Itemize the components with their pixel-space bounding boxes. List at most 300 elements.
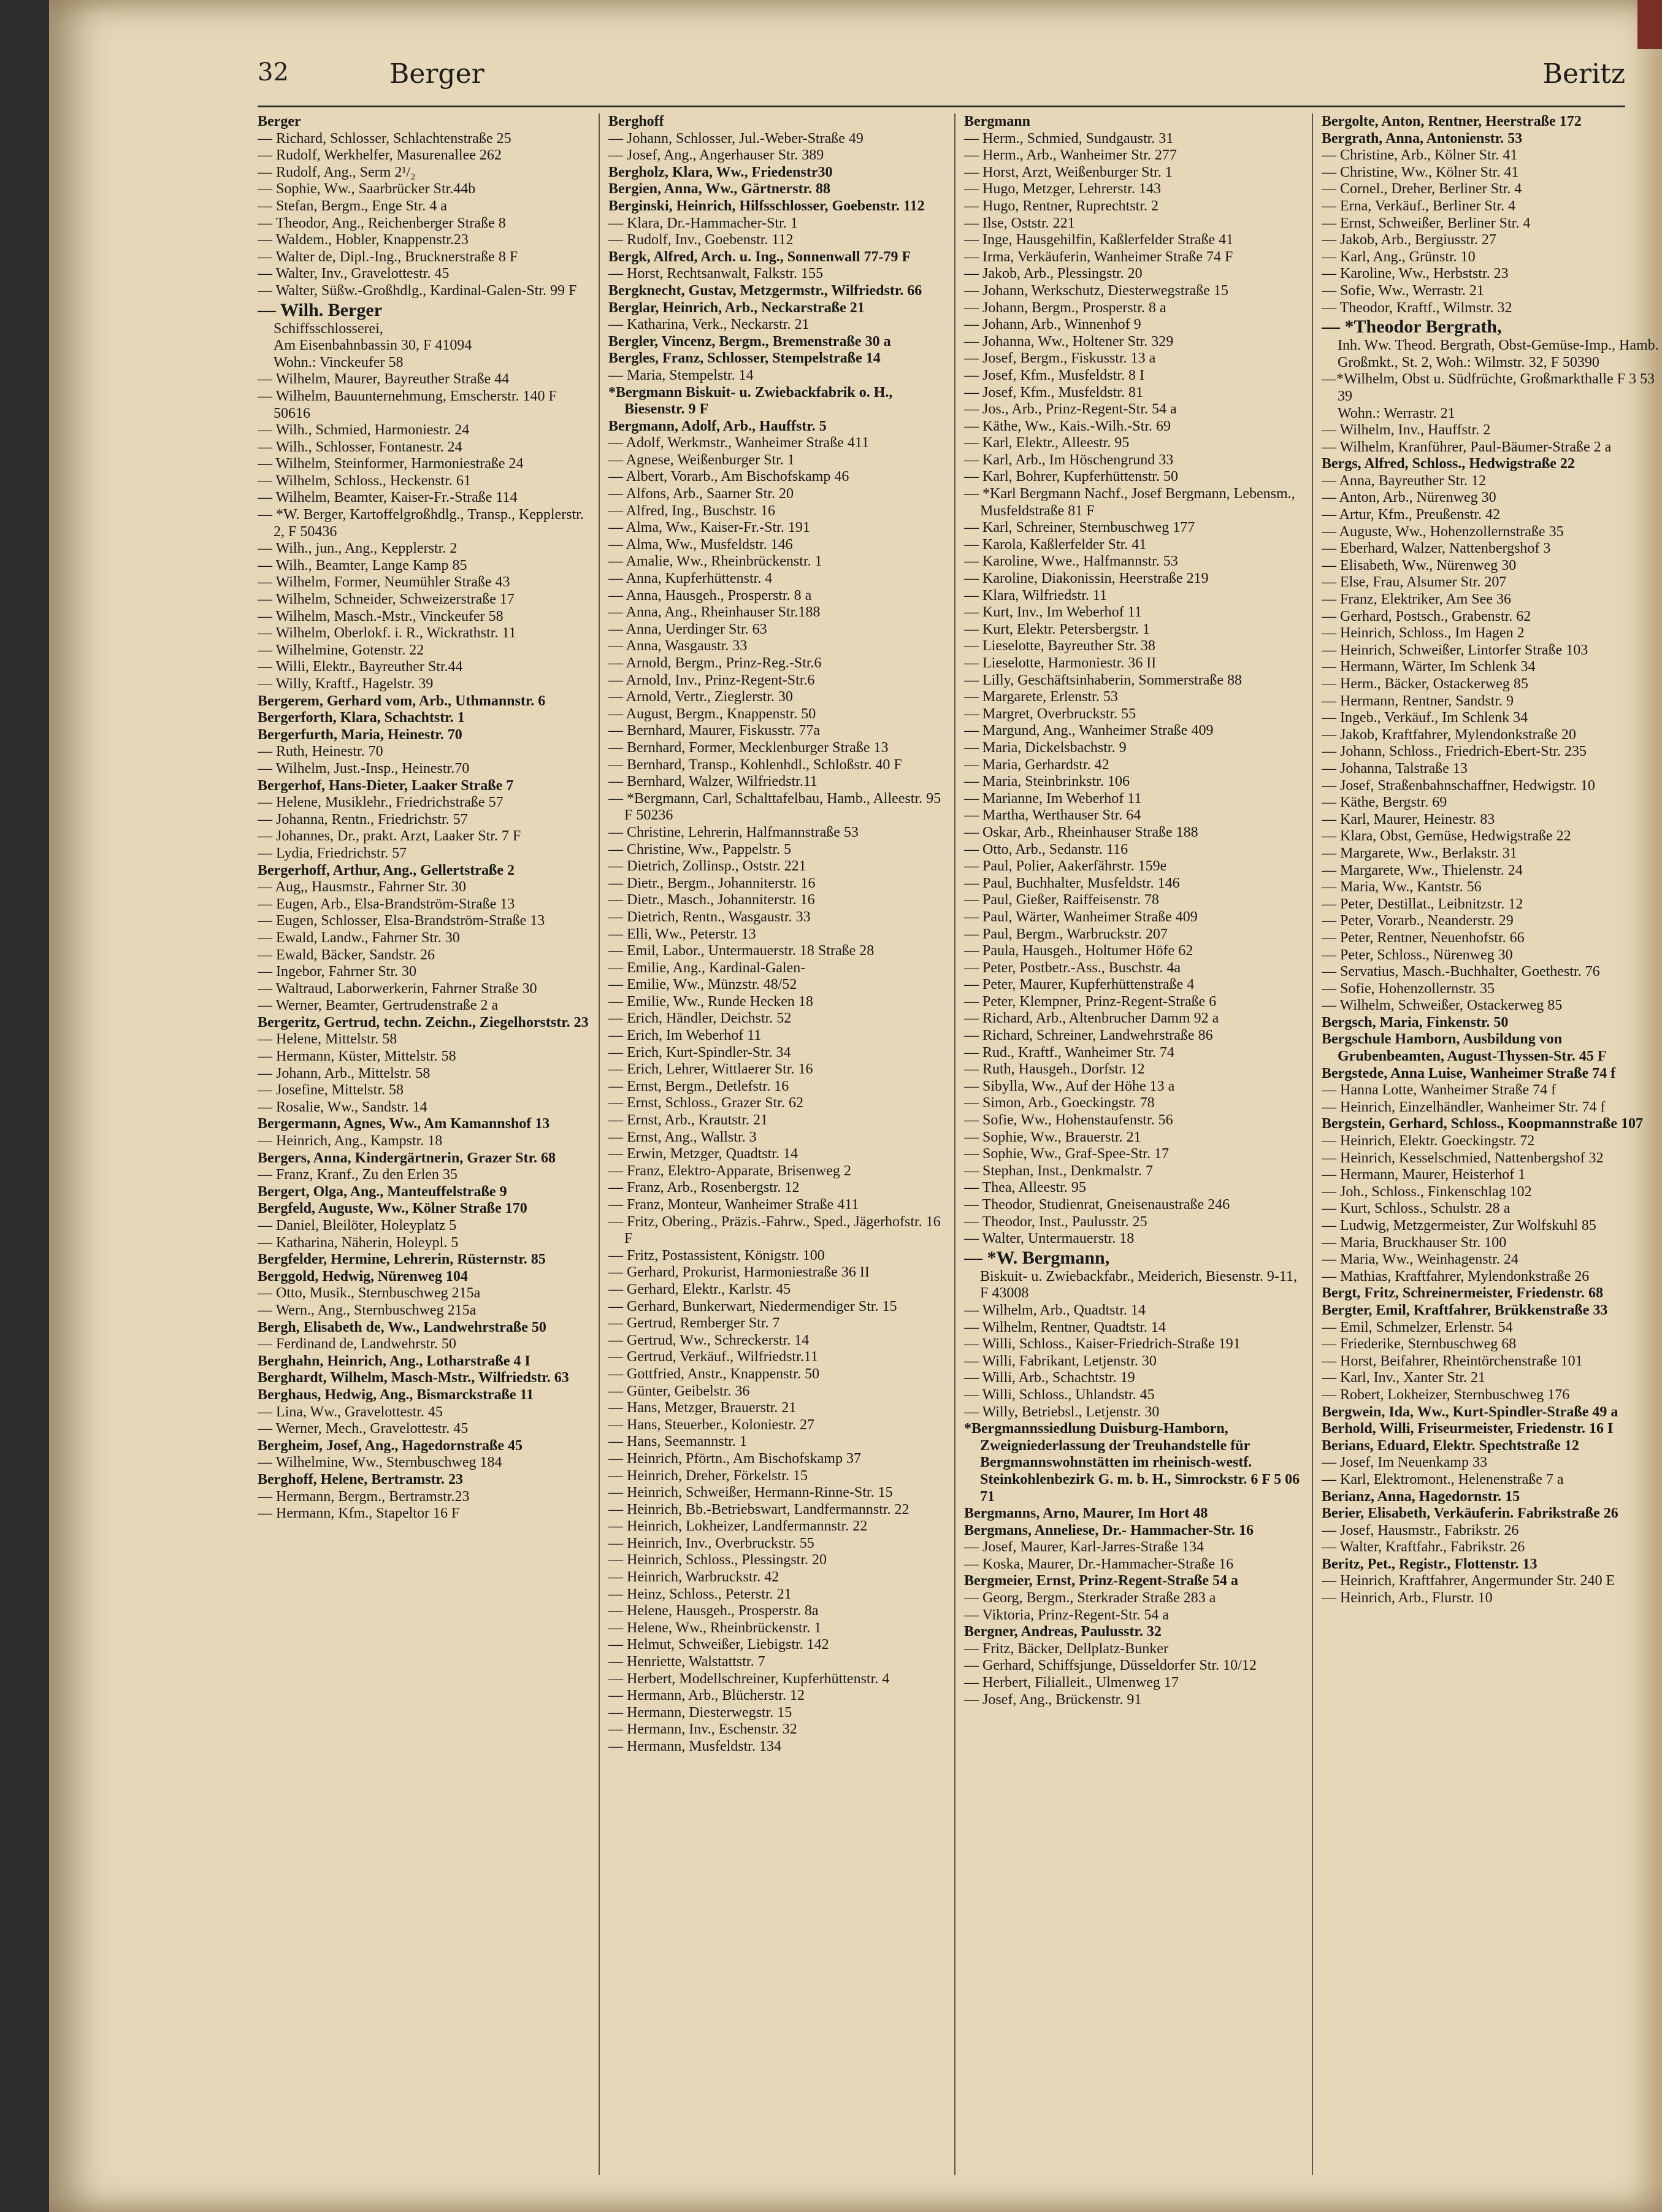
directory-entry: — Wilhelm, Arb., Quadtstr. 14 xyxy=(964,1302,1146,1318)
surname-entry: Bergter, Emil, Kraftfahrer, Brükkenstraße 33 xyxy=(1322,1302,1608,1318)
directory-entry: — Herm., Bäcker, Ostackerweg 85 xyxy=(1322,676,1528,692)
surname-entry: Bergmann, Adolf, Arb., Hauffstr. 5 xyxy=(608,418,827,434)
directory-entry: — Karl, Inv., Xanter Str. 21 xyxy=(1322,1370,1486,1386)
directory-entry: — Herm., Schmied, Sundgaustr. 31 xyxy=(964,130,1174,147)
directory-entry: — Richard, Arb., Altenbrucher Damm 92 a xyxy=(964,1010,1219,1027)
directory-entry: — Alma, Ww., Musfeldstr. 146 xyxy=(608,536,793,553)
directory-entry: — Helmut, Schweißer, Liebigstr. 142 xyxy=(608,1637,829,1653)
directory-entry: — Walter, Süßw.-Großhdlg., Kardinal-Galen-Str. 99 F xyxy=(258,282,577,299)
column-3 xyxy=(964,113,1303,2175)
directory-entry: — Walter, Untermauerstr. 18 xyxy=(964,1231,1135,1247)
directory-entry: — Gottfried, Anstr., Knappenstr. 50 xyxy=(608,1365,819,1382)
surname-entry: Bergmanns, Arno, Maurer, Im Hort 48 xyxy=(964,1505,1208,1522)
directory-entry: — Joh., Schloss., Finkenschlag 102 xyxy=(1322,1183,1532,1200)
directory-entry: — Ernst, Bergm., Detlefstr. 16 xyxy=(608,1078,789,1094)
surname-entry: Bergien, Anna, Ww., Gärtnerstr. 88 xyxy=(608,181,831,198)
directory-entry: — Jakob, Arb., Plessingstr. 20 xyxy=(964,266,1143,282)
surname-entry: Berghoff xyxy=(608,113,664,129)
directory-entry: — Lieselotte, Bayreuther Str. 38 xyxy=(964,638,1155,655)
directory-entry: — Dietrich, Rentn., Wasgaustr. 33 xyxy=(608,908,811,925)
directory-entry: — Anna, Uerdinger Str. 63 xyxy=(608,621,767,637)
advert-entry: Inh. Ww. Theod. Bergrath, Obst-Gemüse-Imp., Hamb. Großmkt., St. 2, Woh.: Wilmstr. 32, F 50390 xyxy=(1338,337,1659,371)
header-right-word: Beritz xyxy=(1542,58,1625,90)
directory-entry: — Ewald, Bäcker, Sandstr. 26 xyxy=(258,947,435,963)
directory-entry: — Josef, Bergm., Fiskusstr. 13 a xyxy=(964,350,1156,367)
directory-entry: — Emil, Schmelzer, Erlenstr. 54 xyxy=(1322,1319,1513,1335)
directory-entry: — Erich, Lehrer, Wittlaerer Str. 16 xyxy=(608,1061,813,1078)
directory-entry: — Hans, Metzger, Brauerstr. 21 xyxy=(608,1400,797,1416)
directory-entry: — Otto, Arb., Sedanstr. 116 xyxy=(964,841,1128,858)
directory-entry: — Ernst, Schloss., Grazer Str. 62 xyxy=(608,1095,803,1112)
directory-entry: — Rud., Kraftf., Wanheimer Str. 74 xyxy=(964,1044,1174,1061)
directory-page xyxy=(49,0,1662,2212)
page-header xyxy=(258,58,1625,107)
directory-entry: — Herbert, Modellschreiner, Kupferhüttenstr. 4 xyxy=(608,1670,890,1687)
directory-entry: — Peter, Destillat., Leibnitzstr. 12 xyxy=(1322,896,1523,912)
surname-entry: Bergolte, Anton, Rentner, Heerstraße 172 xyxy=(1322,113,1582,129)
directory-entry: — Hugo, Metzger, Lehrerstr. 143 xyxy=(964,181,1161,198)
directory-entry: — Wilhelm, Rentner, Quadtstr. 14 xyxy=(964,1319,1166,1335)
directory-entry: — Herbert, Filialleit., Ulmenweg 17 xyxy=(964,1675,1179,1691)
directory-entry: — Paul, Gießer, Raiffeisenstr. 78 xyxy=(964,892,1159,908)
directory-entry: — Christine, Arb., Kölner Str. 41 xyxy=(1322,147,1518,164)
column-2 xyxy=(608,113,944,2175)
advert-entry: Am Eisenbahnbassin 30, F 41094 xyxy=(274,337,472,354)
directory-entry: — Heinrich, Schloss., Im Hagen 2 xyxy=(1322,625,1525,642)
directory-entry: — Aug,, Hausmstr., Fahrner Str. 30 xyxy=(258,879,466,896)
directory-entry: — Lina, Ww., Gravelottestr. 45 xyxy=(258,1404,443,1420)
directory-entry: — Waldem., Hobler, Knappenstr.23 xyxy=(258,232,469,248)
directory-entry: — Christine, Ww., Kölner Str. 41 xyxy=(1322,164,1519,180)
directory-entry: — Sophie, Ww., Brauerstr. 21 xyxy=(964,1129,1141,1145)
directory-entry: — Emilie, Ww., Runde Hecken 18 xyxy=(608,993,813,1010)
directory-entry: — Margarete, Ww., Thielenstr. 24 xyxy=(1322,862,1523,878)
directory-entry: — Karl, Arb., Im Höschengrund 33 xyxy=(964,451,1174,468)
directory-entry: — Wilhelm, Inv., Hauffstr. 2 xyxy=(1322,422,1491,439)
directory-entry: — Wilh., jun., Ang., Kepplerstr. 2 xyxy=(258,540,458,557)
advert-entry: Wohn.: Vinckeufer 58 xyxy=(274,354,404,371)
directory-entry: — Elisabeth, Ww., Nürenweg 30 xyxy=(1322,557,1517,574)
directory-entry: — Agnese, Weißenburger Str. 1 xyxy=(608,451,795,468)
advert-entry: — *W. Bergmann, xyxy=(964,1247,1110,1268)
directory-entry: — Erich, Händler, Deichstr. 52 xyxy=(608,1010,792,1027)
directory-entry: — Margund, Ang., Wanheimer Straße 409 xyxy=(964,723,1214,739)
directory-entry: — Bernhard, Walzer, Wilfriedstr.11 xyxy=(608,774,818,790)
directory-entry: — Margarete, Erlenstr. 53 xyxy=(964,689,1118,705)
directory-entry: — Wilhelm, Schweißer, Ostackerweg 85 xyxy=(1322,997,1563,1014)
directory-entry: — Johann, Werkschutz, Diesterwegstraße 15 xyxy=(964,282,1228,299)
directory-entry: — Erwin, Metzger, Quadtstr. 14 xyxy=(608,1146,798,1162)
directory-entry: — Peter, Rentner, Neuenhofstr. 66 xyxy=(1322,929,1525,946)
directory-entry: — Johanna, Rentn., Friedrichstr. 57 xyxy=(258,811,468,828)
surname-entry: *Bergmannssiedlung Duisburg-Hamborn, Zweigniederlassung der Treuhandstelle für Bergmannswohnstätten im rheinisch-westf. Steinkohlenbezirk G. m. b. H., Simrockstr. 6 F 5 06 71 xyxy=(964,1421,1300,1505)
surname-entry: Berghoff, Helene, Bertramstr. 23 xyxy=(258,1471,464,1488)
directory-entry: — Willi, Fabrikant, Letjenstr. 30 xyxy=(964,1353,1157,1369)
surname-entry: Bergschule Hamborn, Ausbildung von Grubenbeamten, August-Thyssen-Str. 45 F xyxy=(1322,1031,1607,1065)
surname-entry: Berier, Elisabeth, Verkäuferin. Fabrikstraße 26 xyxy=(1322,1505,1618,1522)
directory-entry: — Wilh., Schlosser, Fontanestr. 24 xyxy=(258,439,462,455)
header-left-word: Berger xyxy=(389,58,484,90)
directory-entry: — Paul, Wärter, Wanheimer Straße 409 xyxy=(964,908,1198,925)
directory-entry: — Josef, Hausmstr., Fabrikstr. 26 xyxy=(1322,1522,1519,1538)
directory-entry: — Bernhard, Maurer, Fiskusstr. 77a xyxy=(608,723,820,739)
directory-entry: — Johanna, Ww., Holtener Str. 329 xyxy=(964,333,1174,350)
directory-entry: — Wilhelm, Steinformer, Harmoniestraße 24 xyxy=(258,456,524,472)
directory-entry: — Emilie, Ww., Münzstr. 48/52 xyxy=(608,977,797,993)
directory-entry: — Bernhard, Former, Mecklenburger Straße 13 xyxy=(608,739,889,756)
directory-entry: — Gerhard, Prokurist, Harmoniestraße 36 II xyxy=(608,1264,870,1281)
directory-entry: — Wilhelm, Kranführer, Paul-Bäumer-Straße 2 a xyxy=(1322,439,1612,455)
advert-entry: Biskuit- u. Zwiebackfabr., Meiderich, Biesenstr. 9-11, F 43008 xyxy=(980,1268,1297,1302)
header-rule xyxy=(258,106,1625,107)
advert-entry: Wohn.: Werrastr. 21 xyxy=(1338,405,1455,421)
directory-entry: — Eugen, Arb., Elsa-Brandström-Straße 13 xyxy=(258,896,515,912)
directory-entry: — Martha, Werthauser Str. 64 xyxy=(964,807,1141,824)
directory-entry: — Lydia, Friedrichstr. 57 xyxy=(258,845,407,861)
directory-entry: — Wilhelm, Schneider, Schweizerstraße 17 xyxy=(258,591,515,608)
directory-entry: — Heinrich, Warbruckstr. 42 xyxy=(608,1569,779,1586)
surname-entry: Bergmann xyxy=(964,113,1030,129)
surname-entry: Bergrath, Anna, Antonienstr. 53 xyxy=(1322,130,1523,147)
directory-entry: — Johann, Bergm., Prosperstr. 8 a xyxy=(964,299,1166,316)
directory-entry: — Wilhelm, Just.-Insp., Heinestr.70 xyxy=(258,760,470,777)
directory-entry: — Erna, Verkäuf., Berliner Str. 4 xyxy=(1322,198,1516,214)
directory-entry: — Rudolf, Ang., Serm 2¹/₂ xyxy=(258,164,416,180)
directory-entry: — Koska, Maurer, Dr.-Hammacher-Straße 16 xyxy=(964,1556,1234,1572)
directory-entry: — Hermann, Arb., Blücherstr. 12 xyxy=(608,1688,805,1704)
directory-entry: — Alfred, Ing., Buschstr. 16 xyxy=(608,502,775,519)
directory-entry: — Heinz, Schloss., Peterstr. 21 xyxy=(608,1586,792,1602)
directory-entry: — Ruth, Heinestr. 70 xyxy=(258,743,383,760)
directory-entry: — Hermann, Küster, Mittelstr. 58 xyxy=(258,1048,456,1065)
directory-entry: — Irma, Verkäuferin, Wanheimer Straße 74 F xyxy=(964,248,1233,265)
directory-entry: — Hermann, Wärter, Im Schlenk 34 xyxy=(1322,659,1536,675)
directory-entry: — Franz, Monteur, Wanheimer Straße 411 xyxy=(608,1197,859,1213)
directory-entry: — Maria, Gerhardstr. 42 xyxy=(964,756,1109,773)
directory-entry: — Ruth, Hausgeh., Dorfstr. 12 xyxy=(964,1061,1145,1078)
directory-entry: — Erich, Im Weberhof 11 xyxy=(608,1027,762,1044)
directory-entry: — Franz, Arb., Rosenbergstr. 12 xyxy=(608,1180,800,1196)
directory-entry: — Hermann, Diesterwegstr. 15 xyxy=(608,1704,792,1721)
surname-entry: Bergholz, Klara, Ww., Friedenstr30 xyxy=(608,164,833,180)
directory-entry: — Rosalie, Ww., Sandstr. 14 xyxy=(258,1099,427,1115)
directory-entry: — Erich, Kurt-Spindler-Str. 34 xyxy=(608,1044,791,1061)
directory-entry: — Inge, Hausgehilfin, Kaßlerfelder Straße 41 xyxy=(964,232,1234,248)
directory-entry: — Anna, Kupferhüttenstr. 4 xyxy=(608,570,773,587)
directory-entry: — Sibylla, Ww., Auf der Höhe 13 a xyxy=(964,1078,1175,1094)
directory-entry: — Georg, Bergm., Sterkrader Straße 283 a xyxy=(964,1590,1216,1607)
directory-entry: — Karl, Elektromont., Helenenstraße 7 a xyxy=(1322,1471,1564,1488)
advert-entry: — Wilh. Berger xyxy=(258,299,383,320)
directory-entry: — Christine, Ww., Pappelstr. 5 xyxy=(608,841,791,858)
directory-entry: — Heinrich, Lokheizer, Landfermannstr. 22 xyxy=(608,1518,868,1535)
surname-entry: Bergstein, Gerhard, Schloss., Koopmannstraße 107 xyxy=(1322,1116,1644,1132)
directory-entry: — Josef, Ang., Angerhauser Str. 389 xyxy=(608,147,824,164)
directory-entry: — Franz, Kranf., Zu den Erlen 35 xyxy=(258,1167,458,1183)
directory-entry: — Wilhelm, Masch.-Mstr., Vinckeufer 58 xyxy=(258,608,504,624)
directory-entry: — Heinrich, Einzelhändler, Wanheimer Str. 74 f xyxy=(1322,1099,1606,1115)
directory-entry: — Elli, Ww., Peterstr. 13 xyxy=(608,926,756,942)
directory-entry: — Wilhelm, Former, Neumühler Straße 43 xyxy=(258,574,510,591)
directory-entry: — Alfons, Arb., Saarner Str. 20 xyxy=(608,486,794,502)
directory-entry: — Klara, Wilfriedstr. 11 xyxy=(964,587,1107,604)
directory-entry: — Käthe, Bergstr. 69 xyxy=(1322,794,1447,811)
directory-entry: — Johann, Arb., Winnenhof 9 xyxy=(964,317,1141,333)
surname-entry: Bergerhof, Hans-Dieter, Laaker Straße 7 xyxy=(258,777,514,794)
directory-entry: — *Karl Bergmann Nachf., Josef Bergmann, Lebensm., Musfeldstraße 81 F xyxy=(964,486,1295,519)
surname-entry: Bergler, Vincenz, Bergm., Bremenstraße 30 a xyxy=(608,333,891,350)
directory-entry: — Peter, Schloss., Nürenweg 30 xyxy=(1322,947,1513,963)
directory-entry: — Käthe, Ww., Kais.-Wilh.-Str. 69 xyxy=(964,418,1171,434)
directory-entry: — Heinrich, Ang., Kampstr. 18 xyxy=(258,1133,443,1150)
directory-entry: — Hanna Lotte, Wanheimer Straße 74 f xyxy=(1322,1082,1557,1099)
directory-entry: — Gertrud, Verkäuf., Wilfriedstr.11 xyxy=(608,1349,818,1365)
surname-entry: Bergerem, Gerhard vom, Arb., Uthmannstr. 6 xyxy=(258,693,546,709)
directory-entry: — Sofie, Hohenzollernstr. 35 xyxy=(1322,980,1495,997)
directory-entry: — Mathias, Kraftfahrer, Mylendonkstraße 26 xyxy=(1322,1268,1590,1285)
directory-entry: — Wilhelm, Bauunternehmung, Emscherstr. 140 F 50616 xyxy=(258,388,557,421)
directory-entry: — Karl, Maurer, Heinestr. 83 xyxy=(1322,811,1495,828)
directory-entry: — Oskar, Arb., Rheinhauser Straße 188 xyxy=(964,824,1198,840)
directory-entry: — Werner, Beamter, Gertrudenstraße 2 a xyxy=(258,997,499,1014)
directory-entry: — Josef, Kfm., Musfeldstr. 81 xyxy=(964,384,1143,401)
directory-entry: — Friederike, Sternbuschweg 68 xyxy=(1322,1336,1517,1353)
surname-entry: Bergt, Fritz, Schreinermeister, Friedenstr. 68 xyxy=(1322,1285,1603,1302)
directory-entry: — Wilhelmine, Gotenstr. 22 xyxy=(258,642,424,658)
directory-entry: — Hermann, Inv., Eschenstr. 32 xyxy=(608,1721,797,1738)
directory-entry: — Ingeb., Verkäuf., Im Schlenk 34 xyxy=(1322,710,1528,726)
directory-entry: — Josefine, Mittelstr. 58 xyxy=(258,1082,404,1099)
surname-entry: Beritz, Pet., Registr., Flottenstr. 13 xyxy=(1322,1556,1538,1572)
directory-entry: — Johannes, Dr., prakt. Arzt, Laaker Str. 7 F xyxy=(258,828,521,845)
directory-entry: — Franz, Elektro-Apparate, Brisenweg 2 xyxy=(608,1162,851,1179)
directory-entry: — Heinrich, Pförtn., Am Bischofskamp 37 xyxy=(608,1450,861,1467)
directory-entry: — Walter de, Dipl.-Ing., Brucknerstraße 8 F xyxy=(258,248,518,265)
directory-entry: — Heinrich, Kesselschmied, Nattenbergshof 32 xyxy=(1322,1150,1604,1166)
directory-entry: — Karl, Bohrer, Kupferhüttenstr. 50 xyxy=(964,469,1178,485)
directory-entry: — Theodor, Kraftf., Wilmstr. 32 xyxy=(1322,299,1512,316)
directory-entry: — Theodor, Inst., Paulusstr. 25 xyxy=(964,1213,1147,1230)
column-1 xyxy=(258,113,589,2175)
directory-entry: — Albert, Vorarb., Am Bischofskamp 46 xyxy=(608,469,849,485)
directory-entry: — Bernhard, Transp., Kohlenhdl., Schloßstr. 40 F xyxy=(608,756,902,773)
surname-entry: Bergerhoff, Arthur, Ang., Gellertstraße 2 xyxy=(258,862,515,878)
directory-entry: — Heinrich, Inv., Overbruckstr. 55 xyxy=(608,1535,814,1551)
directory-entry: — Maria, Ww., Weinhagenstr. 24 xyxy=(1322,1251,1518,1268)
advert-entry: Schiffsschlosserei, xyxy=(274,320,383,337)
directory-entry: — Ferdinand de, Landwehrstr. 50 xyxy=(258,1336,456,1353)
directory-entry: — Dietrich, Zollinsp., Oststr. 221 xyxy=(608,858,806,875)
surname-entry: Berginski, Heinrich, Hilfsschlosser, Goebenstr. 112 xyxy=(608,198,925,214)
directory-entry: — Herm., Arb., Wanheimer Str. 277 xyxy=(964,147,1177,164)
column-separator xyxy=(1312,113,1313,2175)
directory-entry: — Marianne, Im Weberhof 11 xyxy=(964,790,1142,807)
directory-entry: — Daniel, Bleilöter, Holeyplatz 5 xyxy=(258,1218,457,1234)
surname-entry: Bergfelder, Hermine, Lehrerin, Rüsternstr. 85 xyxy=(258,1251,546,1268)
directory-entry: — Helene, Mittelstr. 58 xyxy=(258,1031,397,1048)
directory-entry: — Helene, Ww., Rheinbrückenstr. 1 xyxy=(608,1619,822,1636)
directory-entry: — Emil, Labor., Untermauerstr. 18 Straße 28 xyxy=(608,943,875,959)
directory-entry: — Ludwig, Metzgermeister, Zur Wolfskuhl 85 xyxy=(1322,1218,1596,1234)
directory-entry: — Jos., Arb., Prinz-Regent-Str. 54 a xyxy=(964,401,1177,418)
directory-entry: — Johanna, Talstraße 13 xyxy=(1322,760,1468,777)
directory-entry: — *W. Berger, Kartoffelgroßhdlg., Transp., Kepplerstr. 2, F 50436 xyxy=(258,507,584,540)
columns-area xyxy=(258,113,1659,2175)
directory-entry: — Josef, Kfm., Musfeldstr. 8 I xyxy=(964,367,1144,383)
directory-entry: — Maria, Dickelsbachstr. 9 xyxy=(964,739,1127,756)
directory-entry: — Margret, Overbruckstr. 55 xyxy=(964,705,1136,722)
directory-entry: — Cornel., Dreher, Berliner Str. 4 xyxy=(1322,181,1522,198)
directory-entry: — Anna, Ang., Rheinhauser Str.188 xyxy=(608,604,821,621)
directory-entry: — Horst, Arzt, Weißenburger Str. 1 xyxy=(964,164,1173,180)
directory-entry: — Wilh., Schmied, Harmoniestr. 24 xyxy=(258,422,470,439)
directory-entry: — Jakob, Kraftfahrer, Mylendonkstraße 20 xyxy=(1322,726,1576,743)
directory-entry: — Viktoria, Prinz-Regent-Str. 54 a xyxy=(964,1607,1170,1623)
directory-entry: — Gertrud, Ww., Schreckerstr. 14 xyxy=(608,1332,810,1348)
directory-entry: — Thea, Alleestr. 95 xyxy=(964,1180,1086,1196)
directory-entry: — Rudolf, Werkhelfer, Masurenallee 262 xyxy=(258,147,502,164)
directory-entry: — Heinrich, Bb.-Betriebswart, Landfermannstr. 22 xyxy=(608,1501,910,1518)
directory-entry: — Peter, Vorarb., Neanderstr. 29 xyxy=(1322,913,1514,929)
page-number: 32 xyxy=(258,58,289,86)
directory-entry: — Amalie, Ww., Rheinbrückenstr. 1 xyxy=(608,553,822,570)
surname-entry: Bergmans, Anneliese, Dr.- Hammacher-Str. 16 xyxy=(964,1522,1254,1538)
surname-entry: Bergerfurth, Maria, Heinestr. 70 xyxy=(258,726,462,743)
directory-entry: — Emilie, Ang., Kardinal-Galen- xyxy=(608,959,806,976)
directory-entry: — Hermann, Rentner, Sandstr. 9 xyxy=(1322,693,1514,709)
directory-entry: — Klara, Dr.-Hammacher-Str. 1 xyxy=(608,215,798,231)
directory-entry: — Dietr., Bergm., Johanniterstr. 16 xyxy=(608,875,816,891)
directory-entry: — Hermann, Bergm., Bertramstr.23 xyxy=(258,1488,470,1505)
directory-entry: — Heinrich, Kraftfahrer, Angermunder Str. 240 E xyxy=(1322,1573,1615,1589)
directory-entry: — Wilh., Beamter, Lange Kamp 85 xyxy=(258,557,467,574)
directory-entry: — Lieselotte, Harmoniestr. 36 II xyxy=(964,655,1157,671)
directory-entry: — Gertrud, Remberger Str. 7 xyxy=(608,1315,780,1332)
directory-entry: — Willy, Betriebsl., Letjenstr. 30 xyxy=(964,1404,1160,1420)
surname-entry: Bergmeier, Ernst, Prinz-Regent-Straße 54 a xyxy=(964,1573,1238,1589)
directory-entry: — Henriette, Walstattstr. 7 xyxy=(608,1654,765,1670)
directory-entry: — Paul, Buchhalter, Musfeldstr. 146 xyxy=(964,875,1180,891)
directory-entry: — Richard, Schlosser, Schlachtenstraße 25 xyxy=(258,130,511,147)
directory-entry: — Paula, Hausgeh., Holtumer Höfe 62 xyxy=(964,943,1193,959)
directory-entry: — Horst, Rechtsanwalt, Falkstr. 155 xyxy=(608,266,823,282)
directory-entry: — Wern., Ang., Sternbuschweg 215a xyxy=(258,1302,477,1318)
directory-entry: — Gerhard, Postsch., Grabenstr. 62 xyxy=(1322,608,1531,624)
column-4 xyxy=(1322,113,1662,2175)
surname-entry: Berians, Eduard, Elektr. Spechtstraße 12 xyxy=(1322,1437,1579,1454)
directory-entry: — Fritz, Bäcker, Dellplatz-Bunker xyxy=(964,1640,1168,1657)
surname-entry: Berglar, Heinrich, Arb., Neckarstraße 21 xyxy=(608,299,865,316)
directory-entry: — Otto, Musik., Sternbuschweg 215a xyxy=(258,1285,481,1302)
directory-entry: — Eugen, Schlosser, Elsa-Brandström-Straße 13 xyxy=(258,913,545,929)
directory-entry: — Hans, Seemannstr. 1 xyxy=(608,1434,747,1450)
surname-entry: *Bergmann Biskuit- u. Zwiebackfabrik o. H., Biesenstr. 9 F xyxy=(608,384,893,418)
directory-entry: — Karoline, Diakonissin, Heerstraße 219 xyxy=(964,570,1209,587)
directory-entry: — Helene, Musiklehr., Friedrichstraße 57 xyxy=(258,794,504,811)
surname-entry: Bergers, Anna, Kindergärtnerin, Grazer Str. 68 xyxy=(258,1150,556,1166)
directory-entry: — Heinrich, Elektr. Goeckingstr. 72 xyxy=(1322,1133,1535,1150)
surname-entry: Bergsch, Maria, Finkenstr. 50 xyxy=(1322,1014,1509,1031)
directory-entry: — Arnold, Vertr., Zieglerstr. 30 xyxy=(608,689,793,705)
directory-entry: — Theodor, Ang., Reichenberger Straße 8 xyxy=(258,215,506,231)
directory-entry: — Ingebor, Fahrner Str. 30 xyxy=(258,964,416,980)
directory-entry: — Wilhelm, Maurer, Bayreuther Straße 44 xyxy=(258,371,510,388)
surname-entry: Bergner, Andreas, Paulusstr. 32 xyxy=(964,1624,1162,1640)
directory-entry: — Karoline, Ww., Herbststr. 23 xyxy=(1322,266,1509,282)
surname-entry: Bergknecht, Gustav, Metzgermstr., Wilfriedstr. 66 xyxy=(608,282,922,299)
surname-entry: Berghaus, Hedwig, Ang., Bismarckstraße 11 xyxy=(258,1386,534,1403)
directory-entry: — Heinrich, Dreher, Förkelstr. 15 xyxy=(608,1467,808,1484)
directory-entry: — Ernst, Schweißer, Berliner Str. 4 xyxy=(1322,215,1531,231)
directory-entry: — Anna, Hausgeh., Prosperstr. 8 a xyxy=(608,587,812,604)
directory-entry: — Karl, Ang., Grünstr. 10 xyxy=(1322,248,1476,265)
directory-entry: — Robert, Lokheizer, Sternbuschweg 176 xyxy=(1322,1386,1570,1403)
directory-entry: — Kurt, Inv., Im Weberhof 11 xyxy=(964,604,1142,621)
directory-entry: — Margarete, Ww., Berlakstr. 31 xyxy=(1322,845,1517,861)
directory-entry: — Theodor, Studienrat, Gneisenaustraße 246 xyxy=(964,1197,1230,1213)
directory-entry: — Ilse, Oststr. 221 xyxy=(964,215,1075,231)
directory-entry: — Hans, Steuerber., Koloniestr. 27 xyxy=(608,1416,814,1433)
surname-entry: Berghardt, Wilhelm, Masch-Mstr., Wilfriedstr. 63 xyxy=(258,1370,569,1386)
directory-entry: — Karoline, Wwe., Halfmannstr. 53 xyxy=(964,553,1178,570)
surname-entry: Bergheim, Josef, Ang., Hagedornstraße 45 xyxy=(258,1437,523,1454)
directory-entry: — Servatius, Masch.-Buchhalter, Goethestr. 76 xyxy=(1322,964,1600,980)
directory-entry: — Karl, Elektr., Alleestr. 95 xyxy=(964,435,1130,451)
directory-entry: — Anna, Wasgaustr. 33 xyxy=(608,638,748,655)
directory-entry: — Auguste, Ww., Hohenzollernstraße 35 xyxy=(1322,523,1564,540)
directory-entry: — Günter, Geibelstr. 36 xyxy=(608,1383,750,1399)
directory-entry: — Helene, Hausgeh., Prosperstr. 8a xyxy=(608,1603,819,1619)
surname-entry: Bergles, Franz, Schlosser, Stempelstraße 14 xyxy=(608,350,881,367)
directory-entry: — Stefan, Bergm., Enge Str. 4 a xyxy=(258,198,447,214)
directory-entry: — Josef, Im Neuenkamp 33 xyxy=(1322,1454,1487,1471)
directory-entry: — Eberhard, Walzer, Nattenbergshof 3 xyxy=(1322,540,1551,557)
directory-entry: — Hermann, Maurer, Heisterhof 1 xyxy=(1322,1167,1526,1183)
surname-entry: Bergfeld, Auguste, Ww., Kölner Straße 170 xyxy=(258,1200,527,1217)
directory-entry: — Lilly, Geschäftsinhaberin, Sommerstraße 88 xyxy=(964,672,1242,688)
directory-entry: — Alma, Ww., Kaiser-Fr.-Str. 191 xyxy=(608,520,810,536)
directory-entry: — Wilhelmine, Ww., Sternbuschweg 184 xyxy=(258,1454,502,1471)
advert-entry: — *Theodor Bergrath, xyxy=(1322,317,1502,337)
directory-entry: — Peter, Maurer, Kupferhüttenstraße 4 xyxy=(964,977,1195,993)
directory-entry: — Maria, Steinbrinkstr. 106 xyxy=(964,774,1130,790)
surname-entry: Bergh, Elisabeth de, Ww., Landwehrstraße 50 xyxy=(258,1319,546,1335)
directory-entry: — Heinrich, Schweißer, Hermann-Rinne-Str. 15 xyxy=(608,1484,893,1501)
directory-entry: — Johann, Schlosser, Jul.-Weber-Straße 49 xyxy=(608,130,864,147)
directory-entry: — Ernst, Arb., Krautstr. 21 xyxy=(608,1112,768,1129)
directory-entry: — Willi, Schloss., Uhlandstr. 45 xyxy=(964,1386,1155,1403)
directory-entry: — Josef, Ang., Brückenstr. 91 xyxy=(964,1691,1142,1708)
column-separator xyxy=(954,113,955,2175)
directory-entry: — Horst, Beifahrer, Rheintörchenstraße 101 xyxy=(1322,1353,1583,1369)
directory-entry: — Gerhard, Elektr., Karlstr. 45 xyxy=(608,1281,791,1297)
directory-entry: — Richard, Schreiner, Landwehrstraße 86 xyxy=(964,1027,1213,1044)
directory-entry: — Hugo, Rentner, Ruprechtstr. 2 xyxy=(964,198,1158,214)
directory-entry: — Fritz, Postassistent, Königstr. 100 xyxy=(608,1247,825,1264)
directory-entry: — Sophie, Ww., Saarbrücker Str.44b xyxy=(258,181,476,198)
directory-entry: — Arnold, Inv., Prinz-Regent-Str.6 xyxy=(608,672,815,688)
directory-entry: — Heinrich, Schloss., Plessingstr. 20 xyxy=(608,1552,827,1569)
directory-entry: — Karola, Kaßlerfelder Str. 41 xyxy=(964,536,1147,553)
directory-entry: — Arnold, Bergm., Prinz-Reg.-Str.6 xyxy=(608,655,822,671)
directory-entry: — Maria, Stempelstr. 14 xyxy=(608,367,754,383)
directory-entry: — Wilhelm, Beamter, Kaiser-Fr.-Straße 114 xyxy=(258,490,518,506)
surname-entry: Berghahn, Heinrich, Ang., Lotharstraße 4 I xyxy=(258,1353,530,1369)
directory-entry: — Josef, Straßenbahnschaffner, Hedwigstr. 10 xyxy=(1322,777,1595,794)
directory-entry: — Willi, Arb., Schachtstr. 19 xyxy=(964,1370,1135,1386)
directory-entry: — Rudolf, Inv., Goebenstr. 112 xyxy=(608,232,794,248)
directory-entry: — Maria, Bruckhauser Str. 100 xyxy=(1322,1234,1507,1251)
